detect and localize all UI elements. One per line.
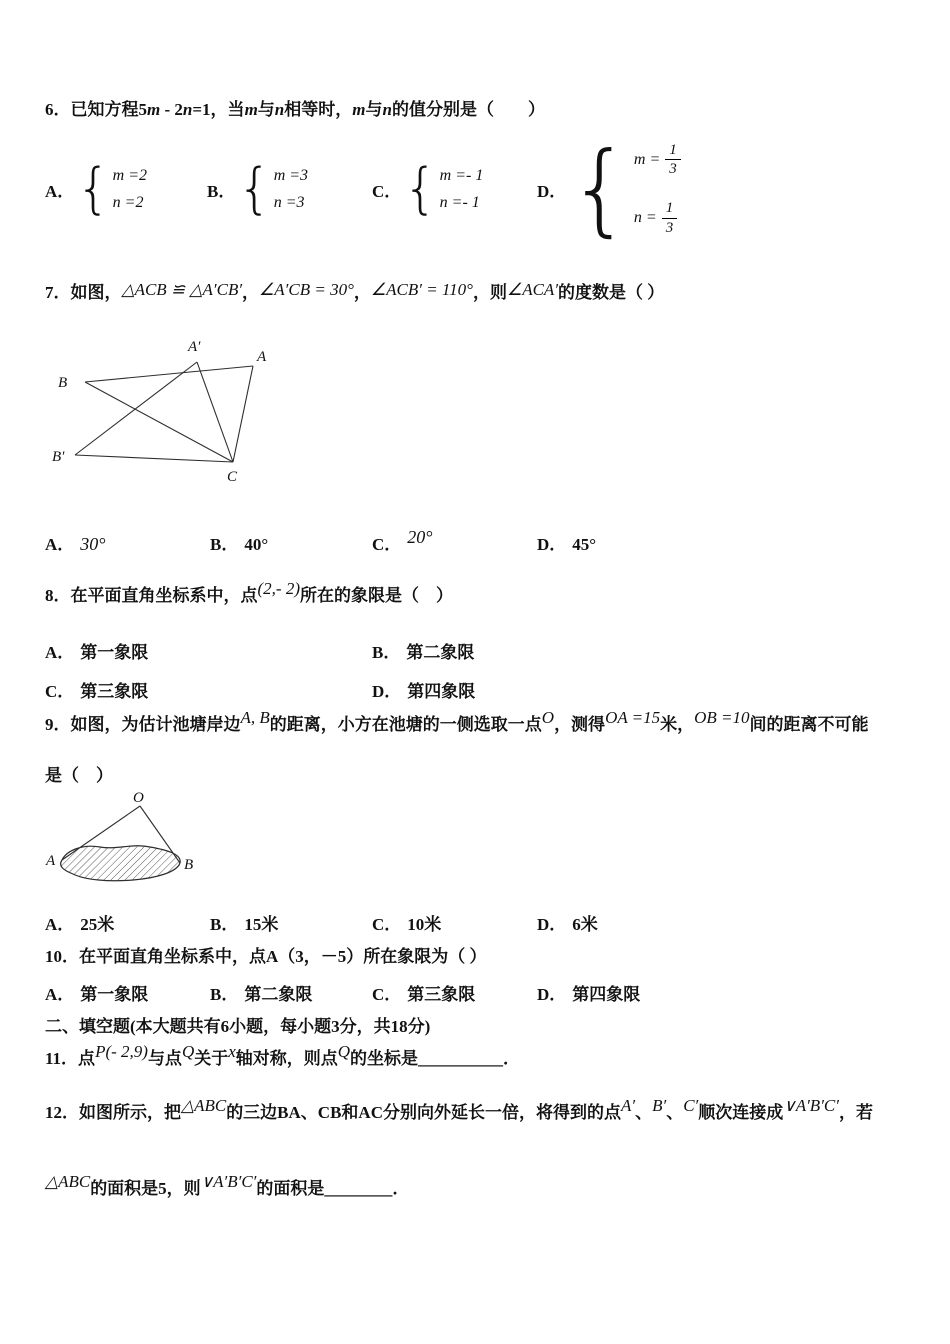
q12-point-B-prime: B′ — [652, 1096, 667, 1115]
label-B: B — [184, 857, 194, 873]
q6-option-a — [45, 157, 207, 220]
fraction-denominator: 3 — [665, 219, 674, 236]
option-value: 第四象限 — [572, 985, 641, 1004]
q7-angle-2: ∠ACB′ = 110° — [370, 280, 473, 299]
option-label: A． — [45, 535, 75, 554]
system-line: m =2 — [112, 166, 147, 184]
option-value: 第三象限 — [80, 682, 149, 701]
option-value: 40° — [244, 535, 269, 554]
q7-congruence: △ACB ≌ △A′CB′ — [121, 280, 243, 299]
option-label: A． — [45, 643, 75, 662]
question-7-text — [45, 280, 912, 306]
label-B-prime: B′ — [52, 449, 65, 465]
q6-text-part: =1，当 — [192, 100, 245, 119]
q9-text-part: 米， — [660, 715, 695, 734]
q9-OA-value: OA =15 — [605, 708, 661, 727]
option-value: 20° — [407, 527, 433, 547]
q11-point-Q: Q — [337, 1042, 351, 1061]
q12-text-part: 、 — [666, 1103, 684, 1122]
q7-option-b — [210, 530, 372, 555]
option-label: D． — [372, 682, 402, 701]
q11-text-part: 关于 — [194, 1049, 229, 1068]
pond-shape — [61, 846, 181, 881]
q6-var-n: n — [182, 100, 193, 119]
q8-option-a — [45, 638, 372, 663]
q12-point-C-prime: C′ — [683, 1096, 699, 1115]
edge-BpC — [75, 455, 233, 462]
q9-points-AB: A, B — [240, 708, 270, 727]
q9-text-part: 是（ ） — [45, 766, 113, 785]
question-6-options — [45, 130, 912, 247]
q7-option-a — [45, 530, 210, 555]
q7-text-part: ，则 — [472, 283, 507, 302]
q11-text-part: 轴对称，则点 — [235, 1049, 338, 1068]
q6-option-b — [207, 157, 372, 220]
question-12-text-line2 — [45, 1172, 912, 1202]
q7-angle-3: ∠ACA′ — [506, 280, 559, 299]
left-brace: { — [403, 157, 438, 220]
question-9-text — [45, 708, 912, 738]
question-8-text — [45, 579, 912, 609]
option-label: A． — [45, 985, 75, 1004]
q7-triangle-figure — [50, 333, 275, 488]
q8-option-c — [45, 677, 372, 702]
q9-text-part: 间的距离不可能 — [749, 715, 869, 734]
q7-text-part: 7．如图， — [45, 283, 122, 302]
question-9-options — [45, 910, 912, 935]
q6-text-part: - 2 — [160, 100, 183, 119]
q8-option-b — [372, 638, 912, 663]
q12-text-part: ，若 — [838, 1103, 873, 1122]
option-value: 第一象限 — [80, 985, 149, 1004]
q10-option-a — [45, 980, 210, 1005]
option-label: C． — [372, 181, 402, 201]
question-8-options — [45, 638, 912, 702]
label-A: A — [257, 349, 267, 365]
option-label: D． — [537, 535, 567, 554]
question-10-options — [45, 980, 912, 1005]
option-value: 10米 — [407, 915, 442, 934]
q6-text-part: 的值分别是（ ） — [391, 100, 545, 119]
q6-option-c — [372, 157, 537, 220]
question-7-options — [45, 527, 912, 555]
q7-text-part: 的度数是（ ） — [558, 283, 665, 302]
q9-pond-figure — [45, 790, 215, 900]
option-value: 30° — [80, 534, 106, 554]
q7-text-part: ， — [353, 283, 371, 302]
q9-option-a — [45, 910, 210, 935]
q6-var-m: m — [147, 100, 161, 119]
label-C: C — [227, 469, 238, 485]
q9-point-O: O — [541, 708, 555, 727]
q12-text-part: 的面积是5，则 — [90, 1179, 201, 1198]
option-label: A． — [45, 915, 75, 934]
option-value: 第三象限 — [407, 985, 476, 1004]
q9-text-part: 的距离，小方在池塘的一侧选取一点 — [269, 715, 542, 734]
q12-triangle-ApBpCp: ∨A′B′C′ — [200, 1172, 257, 1191]
q12-text-part: 12．如图所示，把 — [45, 1103, 181, 1122]
edge-ApC — [197, 362, 233, 462]
q9-text-part: 9．如图，为估计池塘岸边 — [45, 715, 241, 734]
question-12-text-line1 — [45, 1096, 912, 1126]
q9-option-b — [210, 910, 372, 935]
fraction-denominator: 3 — [669, 161, 677, 178]
question-11-text — [45, 1042, 912, 1072]
label-A: A — [46, 853, 56, 869]
var-equals: m = — [633, 150, 661, 168]
q6-var-m: m — [352, 100, 366, 119]
q6-text-part: 与 — [365, 100, 383, 119]
left-brace: { — [237, 157, 272, 220]
option-label: C． — [372, 985, 402, 1004]
q7-text-part: ， — [242, 283, 260, 302]
var-equals: n = — [633, 209, 657, 227]
fraction-one-third — [665, 141, 681, 180]
section-2-header — [45, 1014, 912, 1040]
option-value: 15米 — [244, 915, 279, 934]
q6-var-n: n — [274, 100, 285, 119]
q9-option-c — [372, 910, 537, 935]
q11-point-Q: Q — [181, 1042, 195, 1061]
system-line: n =- 1 — [439, 193, 480, 211]
q12-triangle-ApBpCp: ∨A′B′C′ — [783, 1096, 839, 1115]
q6-text-part: 与 — [257, 100, 275, 119]
edge-BA — [85, 366, 253, 382]
q11-point-P: P(- 2,9) — [95, 1042, 148, 1061]
fraction-one-third — [662, 199, 678, 238]
q11-text-part: 11．点 — [45, 1049, 96, 1068]
question-6-text — [45, 97, 912, 123]
left-brace: { — [568, 130, 632, 247]
q12-point-A-prime: A′ — [620, 1096, 636, 1115]
option-value: 25米 — [80, 915, 115, 934]
q12-triangle-ABC: △ABC — [181, 1096, 227, 1115]
q6-option-d — [537, 130, 912, 247]
q8-option-d — [372, 677, 912, 702]
option-value: 第四象限 — [407, 682, 476, 701]
system-line: m =- 1 — [439, 166, 484, 184]
q10-option-b — [210, 980, 372, 1005]
q8-point: (2,- 2) — [257, 579, 300, 598]
q12-blank: 的面积是________． — [256, 1179, 410, 1198]
edge-BC — [85, 382, 233, 462]
q6-var-m: m — [244, 100, 258, 119]
q12-text-part: 的三边BA、CB和AC分别向外延长一倍，将得到的点 — [226, 1103, 621, 1122]
q6-text-part: 相等时， — [284, 100, 353, 119]
q11-blank: 的坐标是__________． — [350, 1049, 521, 1068]
option-label: D． — [537, 181, 567, 201]
option-value: 第二象限 — [244, 985, 313, 1004]
q7-option-c — [372, 527, 537, 555]
option-label: C． — [372, 915, 402, 934]
question-10-text — [45, 944, 912, 970]
fraction-numerator: 1 — [662, 199, 678, 219]
q12-text-part: 顺次连接成 — [698, 1103, 784, 1122]
fraction-numerator: 1 — [665, 141, 681, 161]
q9-OB-value: OB =10 — [694, 708, 750, 727]
q7-angle-1: ∠A′CB = 30° — [259, 280, 354, 299]
q12-triangle-ABC: △ABC — [45, 1172, 91, 1191]
system-line — [634, 141, 681, 180]
label-A-prime: A′ — [188, 339, 201, 355]
edge-AC — [233, 366, 253, 462]
option-value: 第二象限 — [406, 643, 475, 662]
q8-text-part: 8．在平面直角坐标系中，点 — [45, 586, 258, 605]
q11-text-part: 与点 — [147, 1049, 182, 1068]
option-value: 第一象限 — [80, 643, 149, 662]
q9-text-part: ，测得 — [554, 715, 606, 734]
option-label: C． — [45, 682, 75, 701]
option-label: B． — [207, 181, 236, 201]
section-2-title: 二、填空题(本大题共有6小题，每小题3分，共18分) — [45, 1017, 431, 1036]
option-label: D． — [537, 985, 567, 1004]
edge-ApBp — [75, 362, 197, 455]
q9-option-d — [537, 910, 912, 935]
option-label: A． — [45, 181, 75, 201]
question-9-text-line2 — [45, 763, 912, 789]
label-B: B — [58, 375, 68, 391]
option-value: 6米 — [572, 915, 598, 934]
q10-text: 10．在平面直角坐标系中，点A（3，－5）所在象限为（ ） — [45, 947, 487, 966]
q10-option-c — [372, 980, 537, 1005]
system-line — [634, 199, 681, 238]
system-line: n =3 — [273, 193, 305, 211]
system-line: m =3 — [273, 166, 309, 184]
option-label: B． — [210, 985, 239, 1004]
q7-option-d — [537, 530, 912, 555]
option-value: 45° — [572, 535, 597, 554]
option-label: B． — [210, 915, 239, 934]
q8-text-part: 所在的象限是（ ） — [299, 586, 453, 605]
option-label: B． — [372, 643, 401, 662]
option-label: B． — [210, 535, 239, 554]
option-label: C． — [372, 535, 402, 554]
left-brace: { — [76, 157, 111, 220]
label-O: O — [133, 790, 144, 806]
q6-text-part: 6．已知方程5 — [45, 100, 147, 119]
option-label: D． — [537, 915, 567, 934]
q10-option-d — [537, 980, 912, 1005]
q11-axis-x: x — [228, 1042, 236, 1061]
q6-var-n: n — [382, 100, 392, 119]
system-line: n =2 — [112, 193, 144, 211]
q12-text-part: 、 — [635, 1103, 653, 1122]
